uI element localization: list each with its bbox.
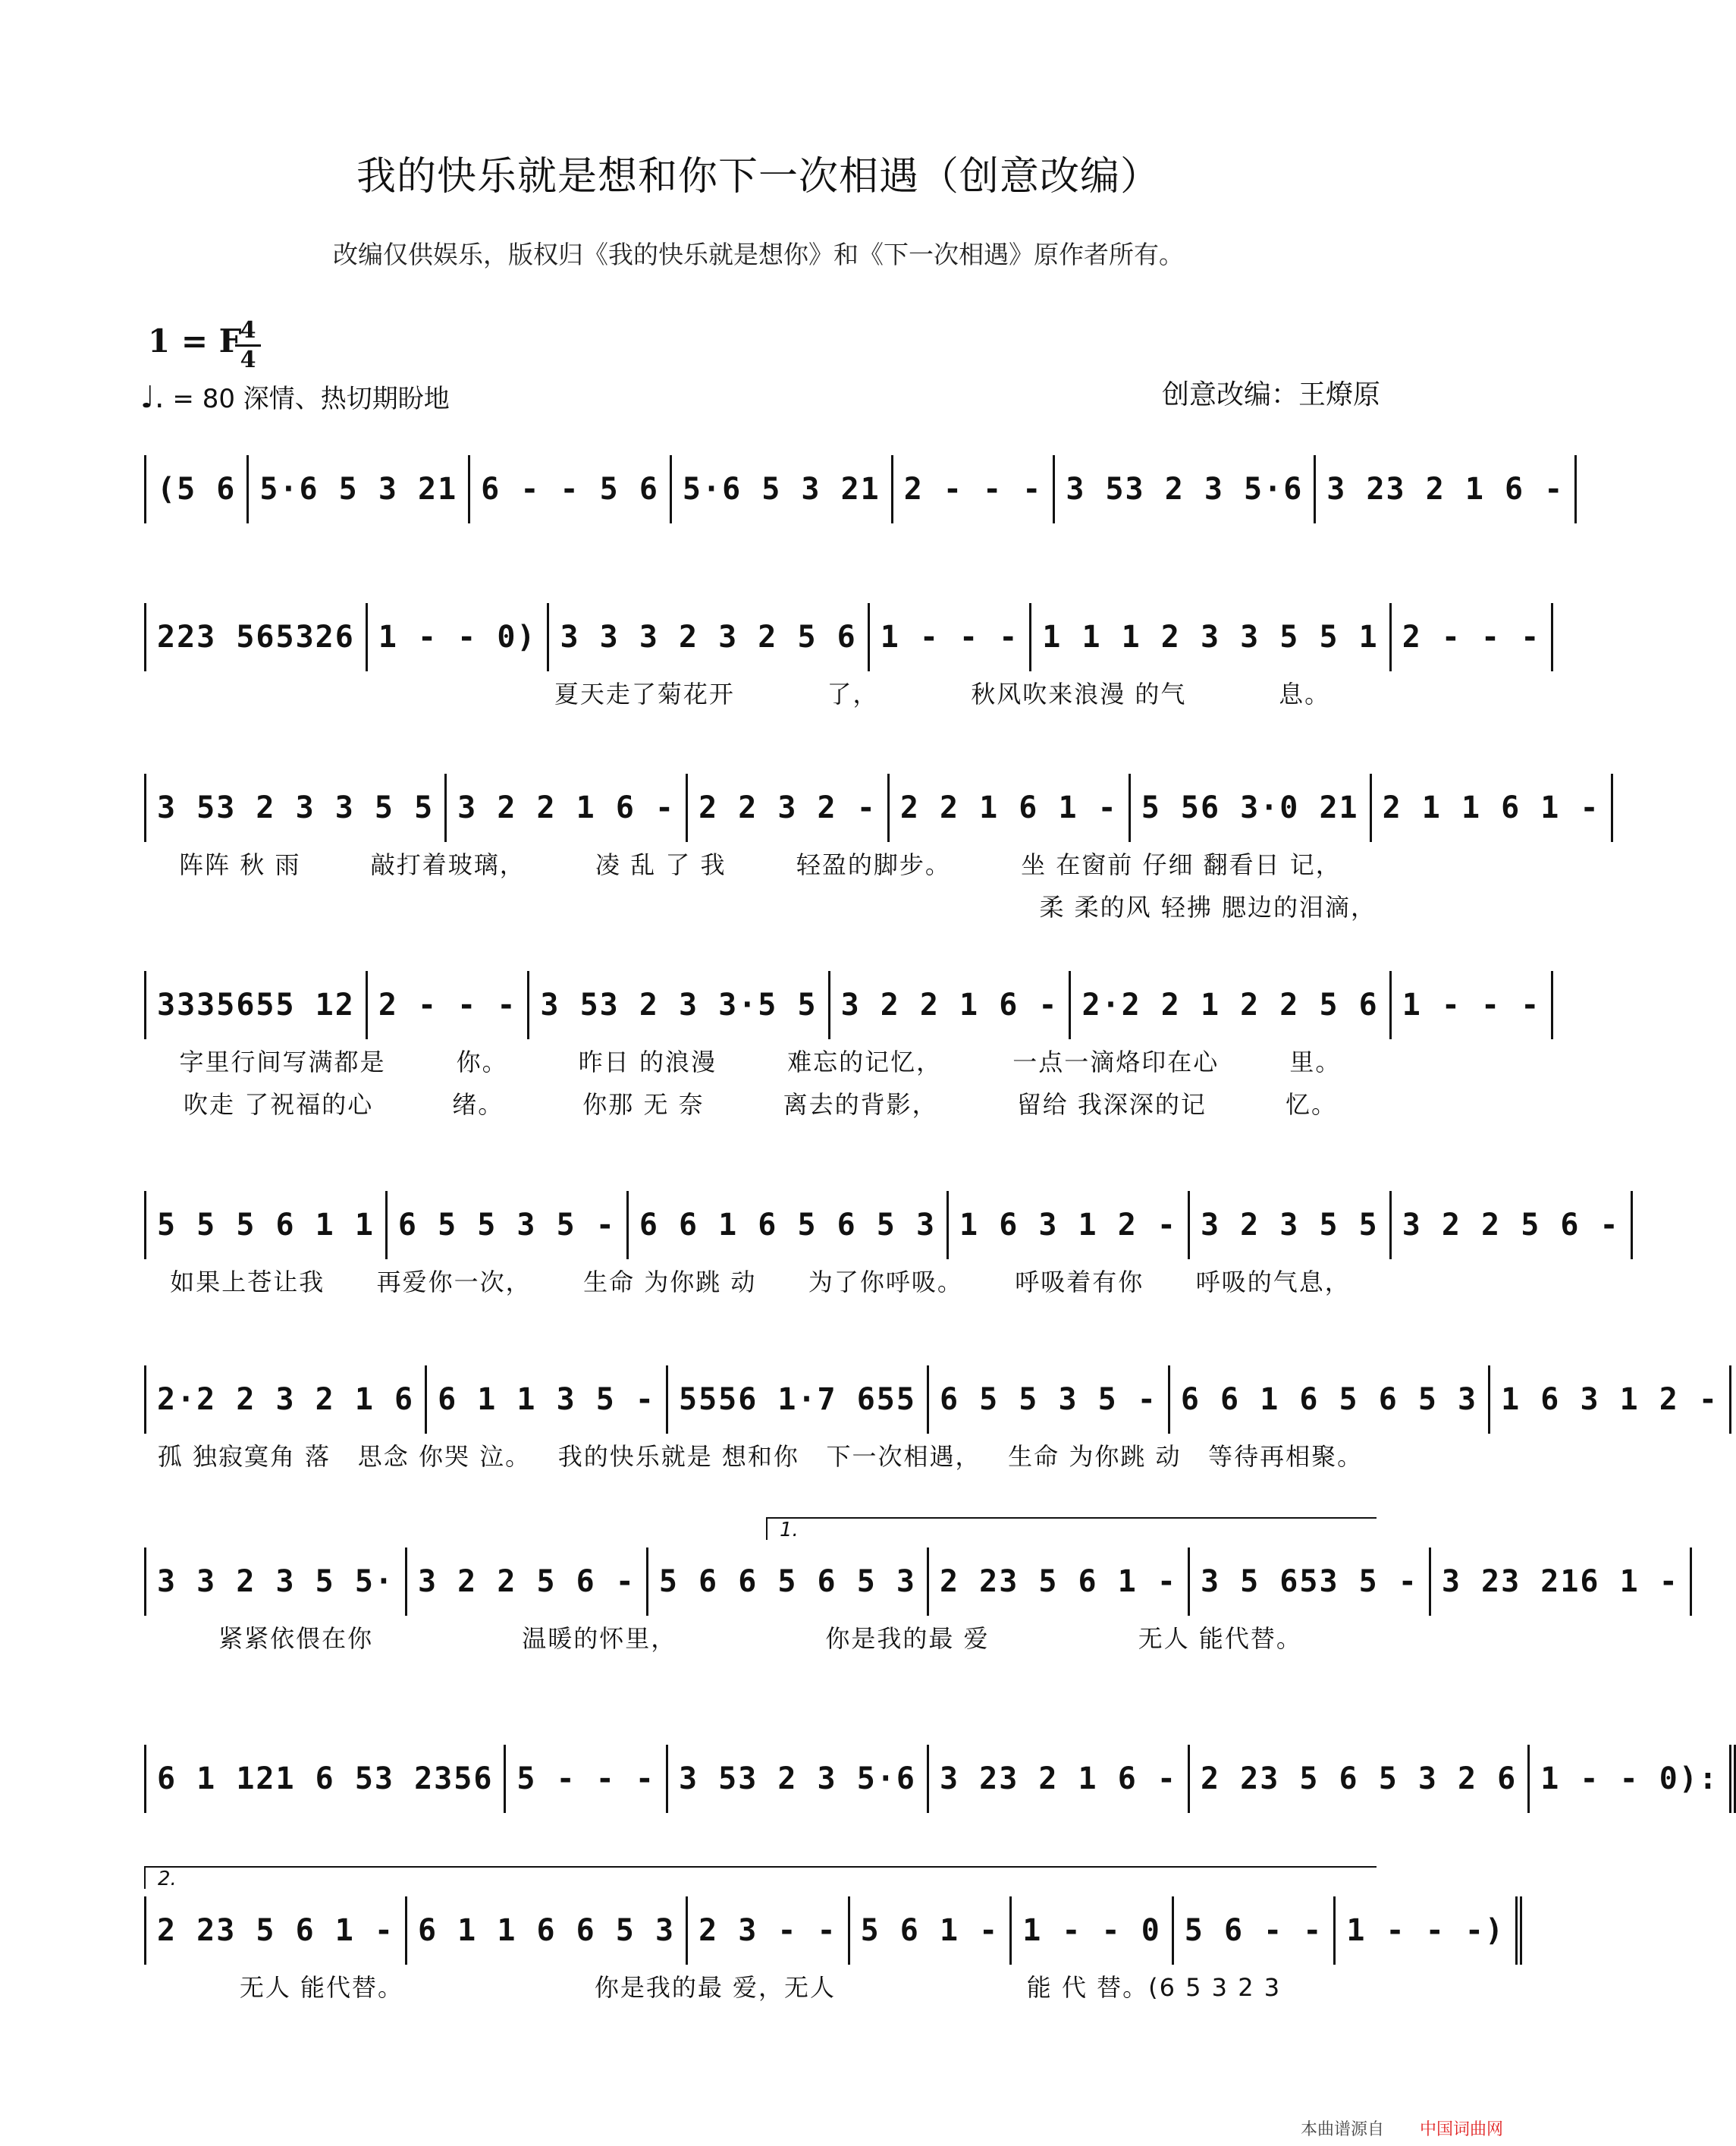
lyric-line <box>144 842 1377 884</box>
measure <box>870 603 1032 671</box>
measure <box>144 1745 506 1813</box>
measure-notes: 6 - - 5 6 <box>481 472 659 507</box>
measure-notes: 3 53 2 3 3·5 5 <box>540 988 818 1023</box>
measure-notes: 3 53 2 3 5·6 <box>678 1761 916 1796</box>
measure <box>1170 1365 1490 1434</box>
measure <box>1530 1745 1736 1813</box>
measure-notes: 6 6 1 6 5 6 5 3 <box>639 1208 937 1243</box>
lyric-line-verse2 <box>144 884 1377 927</box>
measure-notes: 2·2 2 1 2 2 5 6 <box>1081 988 1379 1023</box>
lyric-phrase: 难忘的记忆， <box>787 1048 943 1076</box>
measure <box>144 1191 388 1259</box>
measure-notes: 5 6 - - <box>1184 1913 1323 1948</box>
lyric-phrase: 阵阵 秋 雨 <box>179 850 301 879</box>
measure <box>1174 1896 1336 1965</box>
lyric-phrase: 为了你呼吸。 <box>808 1268 963 1296</box>
lyric-phrase: 绪。 <box>452 1090 504 1119</box>
measure <box>890 774 1131 842</box>
lyric-phrase: 轻盈的脚步。 <box>796 850 951 879</box>
measure <box>1131 774 1372 842</box>
measure <box>1316 455 1577 523</box>
lyric-phrase: 我的快乐就是 想和你 <box>557 1442 799 1471</box>
measure-notes: 3 3 3 2 3 2 5 6 <box>560 620 857 655</box>
measure <box>470 455 672 523</box>
lyric-phrase: 温暖的怀里， <box>522 1624 677 1653</box>
notes-line <box>144 1365 1719 1434</box>
measure <box>1431 1547 1692 1616</box>
measure <box>1012 1896 1174 1965</box>
measure <box>144 1896 407 1965</box>
lyric-phrase: 再爱你一次， <box>376 1268 532 1296</box>
lyric-phrase: 离去的背影， <box>783 1090 938 1119</box>
measure-notes: 3 5 653 5 - <box>1200 1564 1418 1599</box>
measure-notes: 1 - - - <box>1402 988 1541 1023</box>
measure <box>688 1896 850 1965</box>
measure-notes: 6 1 1 6 6 5 3 <box>417 1913 676 1948</box>
measure <box>893 455 1056 523</box>
measure-notes: 6 5 5 3 5 - <box>939 1382 1157 1417</box>
lyric-phrase: 吹走 了祝福的心 <box>184 1090 374 1119</box>
notes-line <box>144 774 1600 842</box>
footer-brand: 中国词曲网 <box>1419 2120 1503 2139</box>
measure-notes: 5 56 3·0 21 <box>1141 790 1359 825</box>
measure <box>929 1745 1190 1813</box>
measure-notes: 5 - - - <box>516 1761 655 1796</box>
measure <box>529 971 830 1039</box>
lyric-phrase: 等待再相聚。 <box>1208 1442 1364 1471</box>
measure-notes: 5·6 5 3 21 <box>682 472 881 507</box>
measure-notes: 2 - - - <box>378 988 517 1023</box>
measure-notes: 3 2 2 1 6 - <box>840 988 1059 1023</box>
arranger-credit: 创意改编：王燎原 <box>1161 379 1380 410</box>
lyric-phrase: 呼吸着有你 <box>1015 1268 1144 1296</box>
measure-notes: 1 6 3 1 2 - <box>959 1208 1177 1243</box>
measure-notes: 2 - - - <box>903 472 1043 507</box>
measure-notes: 5 6 1 - <box>860 1913 1000 1948</box>
meter-bottom: 4 <box>240 347 256 373</box>
measure <box>1190 1547 1431 1616</box>
measure-notes: 2 2 1 6 1 - <box>899 790 1118 825</box>
lyric-phrase: 无人 能代替。 <box>1138 1624 1302 1653</box>
measure <box>1031 603 1391 671</box>
lyric-phrase: 你那 无 奈 <box>582 1090 705 1119</box>
measure <box>1190 1745 1530 1813</box>
lyric-phrase: 生命 为你跳 动 <box>583 1268 757 1296</box>
lyric-phrase: 夏天走了菊花开 <box>554 680 735 709</box>
measure-notes: 1 6 3 1 2 - <box>1501 1382 1719 1417</box>
measure-notes: 1 1 1 2 3 3 5 5 1 <box>1042 620 1379 655</box>
notes-line <box>144 1191 1620 1259</box>
lyric-phrase: 凌 乱 了 我 <box>595 850 727 879</box>
volta-bracket: 2. <box>144 1866 1377 1889</box>
measure <box>447 774 688 842</box>
measure <box>427 1365 668 1434</box>
page-title: 我的快乐就是想和你下一次相遇（创意改编） <box>356 154 1160 200</box>
measure <box>549 603 869 671</box>
footer <box>1301 2116 1503 2140</box>
lyric-phrase: 昨日 的浪漫 <box>578 1048 717 1076</box>
measure-notes: 2 3 - - <box>698 1913 837 1948</box>
measure <box>929 1547 1190 1616</box>
lyric-line <box>144 1039 1377 1082</box>
time-signature <box>235 319 261 372</box>
lyric-line <box>144 1616 1377 1658</box>
measure-notes: 6 5 5 3 5 - <box>397 1208 616 1243</box>
measure-notes: 5 6 6 5 6 5 3 <box>658 1564 916 1599</box>
lyric-line <box>144 1259 1377 1302</box>
score-row <box>144 603 1541 714</box>
measure-notes: 5556 1·7 655 <box>678 1382 916 1417</box>
measure <box>1392 971 1554 1039</box>
notes-line <box>144 1745 1719 1813</box>
copyright-note: 改编仅供娱乐，版权归《我的快乐就是想你》和《下一次相遇》原作者所有。 <box>333 240 1184 269</box>
measure <box>506 1745 668 1813</box>
score-row <box>144 1365 1719 1476</box>
key-signature: 1 = F <box>148 322 242 360</box>
measure <box>629 1191 949 1259</box>
measure <box>144 603 368 671</box>
lyric-line <box>144 671 1377 714</box>
dotted-quarter-note-icon: ♩. <box>140 380 165 415</box>
measure <box>144 774 447 842</box>
measure-notes: 6 1 121 6 53 2356 <box>157 1761 494 1796</box>
lyric-phrase: 留给 我深深的记 <box>1016 1090 1207 1119</box>
measure <box>368 971 530 1039</box>
lyric-phrase: 无人 能代替。 <box>239 1973 404 2002</box>
measure-notes: 3 23 216 1 - <box>1441 1564 1679 1599</box>
measure-notes: (5 6 <box>157 472 237 507</box>
measure-notes: 3 53 2 3 3 5 5 <box>157 790 435 825</box>
measure-notes: 1 - - 0): <box>1540 1761 1719 1796</box>
measure <box>1071 971 1391 1039</box>
lyric-phrase: 孤 独寂寞角 落 <box>157 1442 331 1471</box>
measure <box>1490 1365 1731 1434</box>
measure <box>668 1365 929 1434</box>
measure-notes: 3335655 12 <box>157 988 355 1023</box>
lyric-phrase: 你。 <box>456 1048 508 1076</box>
measure-notes: 3 2 2 5 6 - <box>1402 1208 1620 1243</box>
volta-bracket: 1. <box>766 1517 1377 1540</box>
score-row <box>144 1745 1719 1813</box>
lyric-phrase: 你是我的最 爱，无人 <box>594 1973 837 2002</box>
tempo-marking <box>140 378 450 415</box>
lyric-phrase: 紧紧依偎在你 <box>218 1624 374 1653</box>
measure-notes: 3 2 2 5 6 - <box>417 1564 636 1599</box>
measure <box>407 1547 648 1616</box>
measure <box>688 774 890 842</box>
lyric-line <box>144 1965 1377 2007</box>
measure <box>407 1896 688 1965</box>
measure-notes: 223 565326 <box>157 620 355 655</box>
measure <box>830 971 1072 1039</box>
notes-line <box>144 1896 1505 1965</box>
measure <box>144 1547 407 1616</box>
lyric-phrase: 坐 在窗前 仔细 翻看日 记， <box>1021 850 1342 879</box>
measure-notes: 1 - - 0) <box>378 620 537 655</box>
footer-source: 本曲谱源自 <box>1300 2120 1384 2139</box>
measure-notes: 2 23 5 6 1 - <box>939 1564 1177 1599</box>
score-row <box>144 971 1541 1124</box>
measure-notes: 1 - - 0 <box>1022 1913 1161 1948</box>
lyric-phrase: 下一次相遇， <box>826 1442 981 1471</box>
measure <box>648 1547 929 1616</box>
measure <box>949 1191 1190 1259</box>
measure-notes: 3 23 2 1 6 - <box>1326 472 1565 507</box>
lyric-phrase: 柔 柔的风 轻拂 腮边的泪滴， <box>1039 893 1377 922</box>
lyric-phrase: 一点一滴烙印在心 <box>1012 1048 1220 1076</box>
measure <box>668 1745 929 1813</box>
measure-notes: 2·2 2 3 2 1 6 <box>157 1382 415 1417</box>
measure-notes: 3 2 3 5 5 <box>1200 1208 1379 1243</box>
score-row <box>144 774 1600 927</box>
measure-notes: 3 2 2 1 6 - <box>457 790 676 825</box>
measure-notes: 2 23 5 6 5 3 2 6 <box>1200 1761 1518 1796</box>
lyric-phrase: 如果上苍让我 <box>170 1268 325 1296</box>
measure-notes: 2 - - - <box>1402 620 1541 655</box>
measure <box>1055 455 1316 523</box>
score-row <box>144 1868 1505 2007</box>
notes-line <box>144 971 1541 1039</box>
lyric-phrase: 忆。 <box>1285 1090 1337 1119</box>
lyric-line-verse2 <box>144 1082 1377 1124</box>
lyric-phrase: 思念 你哭 泣。 <box>357 1442 532 1471</box>
measure <box>249 455 470 523</box>
notes-line <box>144 1547 1679 1616</box>
lyric-line <box>144 1434 1377 1476</box>
measure <box>1392 603 1554 671</box>
measure <box>850 1896 1012 1965</box>
notes-line <box>144 455 1565 523</box>
lyric-phrase: 你是我的最 爱 <box>825 1624 990 1653</box>
measure-notes: 1 - - - <box>880 620 1019 655</box>
measure-notes: 3 53 2 3 5·6 <box>1066 472 1304 507</box>
score-row <box>144 1519 1679 1658</box>
measure <box>672 455 893 523</box>
measure-notes: 3 23 2 1 6 - <box>939 1761 1177 1796</box>
measure-notes: 6 1 1 3 5 - <box>438 1382 655 1417</box>
measure <box>144 1365 427 1434</box>
meter-top: 4 <box>240 317 256 344</box>
measure <box>929 1365 1170 1434</box>
lyric-phrase: 秋风吹来浪漫 的气 <box>971 680 1187 709</box>
measure-notes: 1 - - -) <box>1346 1913 1505 1948</box>
score-row <box>144 455 1565 523</box>
measure <box>1372 774 1613 842</box>
measure-notes: 3 3 2 3 5 5· <box>157 1564 394 1599</box>
measure-notes: 2 1 1 6 1 - <box>1382 790 1600 825</box>
measure-notes: 2 23 5 6 1 - <box>157 1913 394 1948</box>
measure <box>144 455 249 523</box>
measure-notes: 5·6 5 3 21 <box>259 472 458 507</box>
lyric-phrase: 了， <box>827 680 879 709</box>
lyric-phrase: 生命 为你跳 动 <box>1008 1442 1182 1471</box>
lyric-phrase: 里。 <box>1289 1048 1342 1076</box>
lyric-phrase: 敲打着玻璃， <box>370 850 526 879</box>
measure <box>144 971 368 1039</box>
measure <box>1336 1896 1522 1965</box>
measure <box>1392 1191 1633 1259</box>
measure <box>368 603 550 671</box>
measure <box>388 1191 629 1259</box>
lyric-phrase: 字里行间写满都是 <box>179 1048 386 1076</box>
tempo-text: = 80 深情、热切期盼地 <box>172 384 450 414</box>
measure-notes: 2 2 3 2 - <box>698 790 877 825</box>
measure-notes: 6 6 1 6 5 6 5 3 <box>1180 1382 1478 1417</box>
lyric-phrase: 呼吸的气息， <box>1195 1268 1351 1296</box>
lyric-phrase: 能 代 替。(6 5 3 2 3 <box>1026 1973 1282 2002</box>
score-row <box>144 1191 1620 1302</box>
lyric-phrase: 息。 <box>1279 680 1331 709</box>
measure <box>1190 1191 1392 1259</box>
measure-notes: 5 5 5 6 1 1 <box>157 1208 375 1243</box>
notes-line <box>144 603 1541 671</box>
